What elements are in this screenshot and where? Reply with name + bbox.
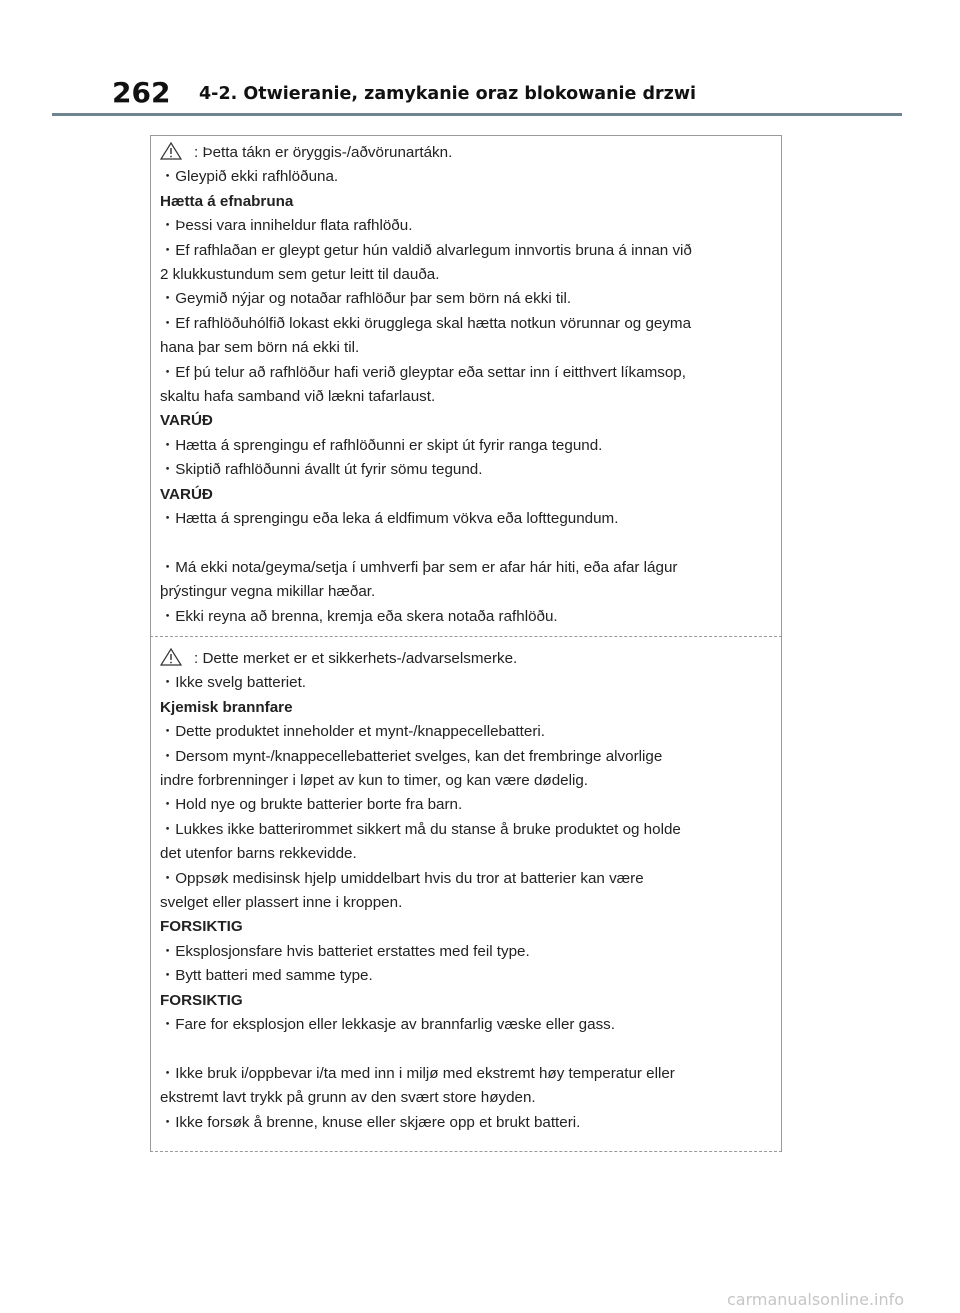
text-line: ・Gleypið ekki rafhlöðuna. [160, 168, 339, 186]
norwegian-warning-box [150, 637, 782, 1152]
text-line: svelget eller plassert inne i kroppen. [160, 894, 403, 912]
icon-line-text: : Dette merket er et sikkerhets-/advarselsmerke. [194, 650, 518, 667]
text-line: ・Hætta á sprengingu eða leka á eldfimum vökva eða lofttegundum. [160, 510, 619, 528]
subheading: VARÚÐ [160, 485, 213, 503]
icon-line-text: : Þetta tákn er öryggis-/aðvörunartákn. [194, 144, 453, 161]
text-line: ・Geymið nýjar og notaðar rafhlöður þar sem börn ná ekki til. [160, 290, 572, 308]
text-line: ・Ikke bruk i/oppbevar i/ta med inn i miljø med ekstremt høy temperatur eller [160, 1064, 675, 1082]
text-line: ・Ikke svelg batteriet. [160, 674, 307, 692]
warning-triangle-icon [160, 648, 182, 666]
text-line: ・Oppsøk medisinsk hjelp umiddelbart hvis du tror at batterier kan være [160, 869, 644, 887]
text-line: indre forbrenninger i løpet av kun to timer, og kan være dødelig. [160, 772, 589, 790]
section-title: 4-2. Otwieranie, zamykanie oraz blokowanie drzwi [199, 84, 697, 104]
subheading: Hætta á efnabruna [160, 192, 294, 210]
text-line: skaltu hafa samband við lækni tafarlaust. [160, 388, 436, 406]
text-line: ・Ekki reyna að brenna, kremja eða skera notaða rafhlöðu. [160, 607, 558, 625]
subheading: FORSIKTIG [160, 991, 243, 1009]
subheading: Kjemisk brannfare [160, 698, 293, 716]
blank-line [160, 532, 781, 556]
text-line: ・Skiptið rafhlöðunni ávallt út fyrir sömu tegund. [160, 461, 483, 479]
text-line: ・Bytt batteri med samme type. [160, 967, 373, 985]
page-number: 262 [112, 76, 171, 109]
text-line: þrýstingur vegna mikillar hæðar. [160, 583, 376, 601]
text-line: ・Ikke forsøk å brenne, knuse eller skjære opp et brukt batteri. [160, 1113, 581, 1131]
text-line: ・Hætta á sprengingu ef rafhlöðunni er skipt út fyrir ranga tegund. [160, 436, 603, 454]
icon-line [160, 647, 781, 671]
text-line: ekstremt lavt trykk på grunn av den svært store høyden. [160, 1089, 536, 1107]
page-header [0, 0, 960, 118]
text-line: 2 klukkustundum sem getur leitt til dauða. [160, 266, 440, 284]
subheading: VARÚÐ [160, 412, 213, 430]
text-line: det utenfor barns rekkevidde. [160, 845, 357, 863]
text-line: ・Eksplosjonsfare hvis batteriet erstattes med feil type. [160, 942, 530, 960]
warning-triangle-icon [160, 142, 182, 160]
icon-line [160, 141, 781, 165]
header-divider [52, 113, 902, 116]
blank-line [160, 1038, 781, 1062]
text-line: hana þar sem börn ná ekki til. [160, 339, 360, 357]
text-line: ・Dersom mynt-/knappecellebatteriet svelges, kan det frembringe alvorlige [160, 747, 663, 765]
text-line: ・Dette produktet inneholder et mynt-/knappecellebatteri. [160, 723, 545, 741]
text-line: ・Hold nye og brukte batterier borte fra barn. [160, 796, 463, 814]
norwegian-lines [160, 671, 781, 1135]
text-line: ・Fare for eksplosjon eller lekkasje av brannfarlig væske eller gass. [160, 1016, 615, 1034]
text-line: ・Ef rafhlöðuhólfið lokast ekki örugglega skal hætta notkun vörunnar og geyma [160, 314, 692, 332]
icelandic-lines [160, 165, 781, 629]
text-line: ・Lukkes ikke batterirommet sikkert må du stanse å bruke produktet og holde [160, 820, 681, 838]
text-line: ・Ef þú telur að rafhlöður hafi verið gleyptar eða settar inn í eitthvert líkamsop, [160, 363, 686, 381]
icelandic-warning-box [150, 135, 782, 637]
watermark: carmanualsonline.info [727, 1290, 905, 1309]
text-line: ・Má ekki nota/geyma/setja í umhverfi þar sem er afar hár hiti, eða afar lágur [160, 558, 678, 576]
text-line: ・Þessi vara inniheldur flata rafhlöðu. [160, 217, 413, 235]
subheading: FORSIKTIG [160, 918, 243, 936]
text-line: ・Ef rafhlaðan er gleypt getur hún valdið alvarlegum innvortis bruna á innan við [160, 241, 692, 259]
